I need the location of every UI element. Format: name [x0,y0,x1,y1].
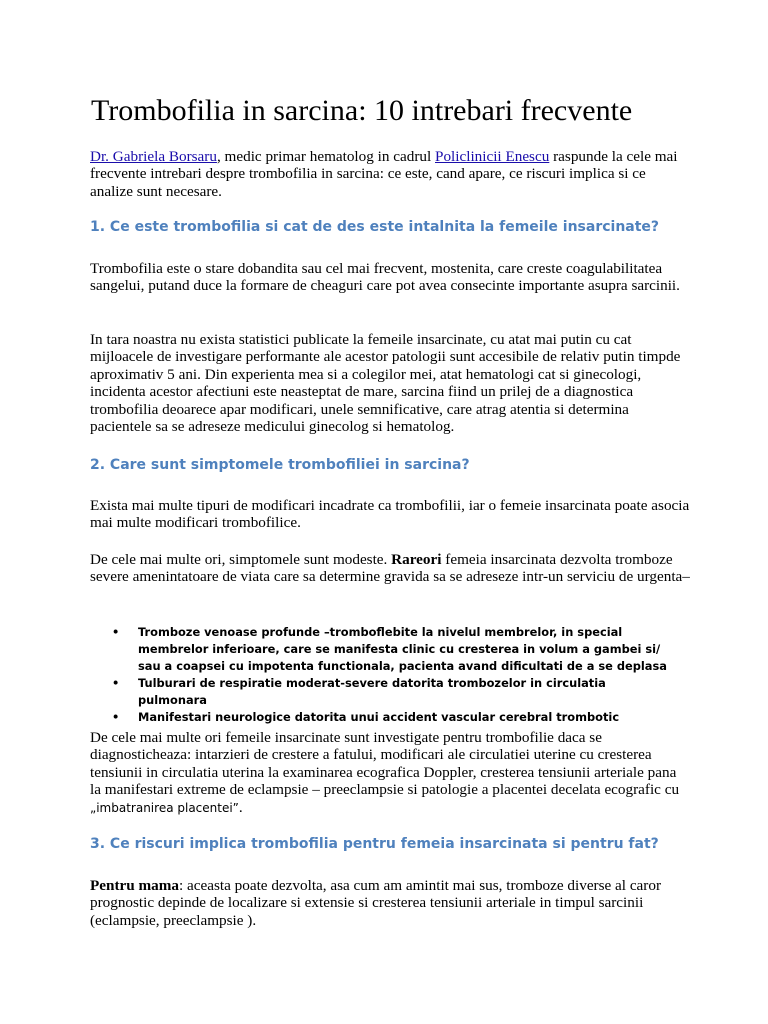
section-3-paragraph-1 [90,877,690,929]
section-3-p1-bold: Pentru mama [90,877,179,894]
intro-text-1: , medic primar hematolog in cadrul [216,148,435,165]
section-2-paragraph-2 [90,551,690,586]
section-1-paragraph-2: In tara noastra nu exista statistici publicate la femeile insarcinate, cu atat mai putin cu cat mijloacele de investigare performante ale acestor patologii sunt accesibile de relativ putin timpde aproximativ 5 ani. Din experienta mea si a colegilor mei, atat hematologi cat si ginecologi, incidenta acestor afectiuni este neasteptat de mare, sarcina fiind un prilej de a diagnostica trombofilia deoarece apar modificari, unele semnificative, care atrag atentia si determina pacientele sa se adreseze medicului ginecolog si hematolog. [90,331,681,436]
section-3-p1-rest: : aceasta poate dezvolta, asa cum am amintit mai sus, tromboze diverse al caror prognostic depinde de localizare si extensie si cresterea tensiunii arteriale in timpul sarcinii (eclampsie, preeclampsie ). [90,877,662,929]
section-3-heading: 3. Ce riscuri implica trombofilia pentru femeia insarcinata si pentru fat? [90,836,659,852]
section-2-p3-start: De cele mai multe ori femeile insarcinate sunt investigate pentru trombofilie daca se diagnosticheaza: intarzieri de crestere a fatului, modificari ale circulatiei uterine cu cresterea tensiunii in circulatia uterina la examinarea ecografica Doppler, cresterea tensiunii arteriale pana la manifestari extreme de eclampsie – preeclampsie si patologie a placentei decelata ecografic cu [90,729,680,799]
section-2-p3-end: . [238,798,243,816]
clinic-link[interactable]: Policlinicii Enescu [435,148,550,165]
list-item [108,709,668,726]
section-2-p2-bold: Rareori [391,551,442,568]
document-title: Trombofilia in sarcina: 10 intrebari frecvente [91,94,633,127]
list-item-text: Tulburari de respiratie moderat-severe datorita trombozelor in circulatia pulmonara [138,676,606,707]
section-1-heading: 1. Ce este trombofilia si cat de des este intalnita la femeile insarcinate? [90,219,660,235]
list-item [108,675,668,709]
section-2-p3-quote: „imbatranirea placentei” [90,800,239,815]
section-2-paragraph-1: Exista mai multe tipuri de modificari incadrate ca trombofilii, iar o femeie insarcinata poate asocia mai multe modificari trombofilice. [90,497,690,532]
section-1-paragraph-1: Trombofilia este o stare dobandita sau cel mai frecvent, mostenita, care creste coagulabilitatea sangelui, putand duce la formare de cheaguri care pot avea consecinte importante asupra sarcinii. [90,260,680,295]
author-link[interactable]: Dr. Gabriela Borsaru [90,148,217,165]
list-item [108,624,668,675]
intro-paragraph [90,148,690,200]
bullet-icon: • [112,710,120,724]
bullet-icon: • [112,625,120,639]
symptom-list [108,624,668,726]
list-item-text: Manifestari neurologice datorita unui accident vascular cerebral trombotic [138,710,620,724]
section-2-heading: 2. Care sunt simptomele trombofiliei in sarcina? [90,457,470,473]
bullet-icon: • [112,676,120,690]
section-2-paragraph-3 [90,729,690,817]
list-item-text: Tromboze venoase profunde –tromboflebite la nivelul membrelor, in special membrelor inferioare, care se manifesta clinic cu cresterea in volum a gambei si/ sau a coapsei cu impotenta functionala, pacienta avand dificultati de a se deplasa [138,625,667,673]
section-2-p2-start: De cele mai multe ori, simptomele sunt modeste. [90,551,392,568]
section-2-p2-end: femeia insarcinata dezvolta tromboze severe amenintatoare de viata care sa determine gravida sa se adreseze intr-un serviciu de urgenta– [90,551,690,586]
intro-text-2: raspunde la cele mai frecvente intrebari despre trombofilia in sarcina: ce este, cand apare, ce riscuri implica si ce analize sunt necesare. [90,148,678,200]
